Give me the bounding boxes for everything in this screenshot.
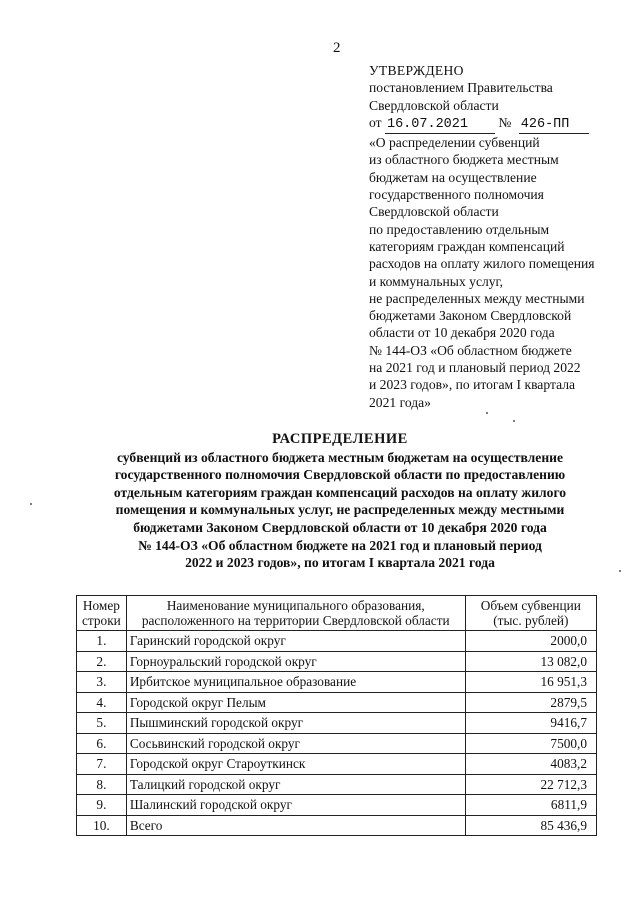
approval-line: бюджетами Законом Свердловской bbox=[369, 308, 572, 324]
approval-line: и коммунальных услуг, bbox=[369, 273, 503, 289]
row-amount: 13 082,0 bbox=[465, 651, 596, 672]
table-row bbox=[77, 795, 597, 816]
row-number: 7. bbox=[77, 754, 127, 775]
approval-line: не распределенных между местными bbox=[369, 290, 585, 306]
row-name: Сосьвинский городской округ bbox=[126, 733, 465, 754]
table-header-row bbox=[77, 596, 597, 631]
header-amount: Объем субвенции (тыс. рублей) bbox=[465, 596, 596, 631]
approval-line: № 144-ОЗ «Об областном бюджете bbox=[369, 342, 572, 358]
approval-line: Свердловской области bbox=[369, 97, 499, 113]
heading-line: помещения и коммунальных услуг, не распределенных между местными bbox=[115, 502, 565, 518]
row-name: Гаринский городской округ bbox=[126, 631, 465, 652]
header-number: Номер строки bbox=[77, 596, 127, 631]
row-number: 4. bbox=[77, 692, 127, 713]
approval-line: 2021 года» bbox=[369, 394, 431, 410]
row-number: 5. bbox=[77, 713, 127, 734]
heading-line: № 144-ОЗ «Об областном бюджете на 2021 год и плановый период bbox=[138, 537, 542, 553]
row-amount: 2879,5 bbox=[465, 692, 596, 713]
row-amount: 16 951,3 bbox=[465, 672, 596, 693]
approval-line: расходов на оплату жилого помещения bbox=[369, 256, 595, 272]
table-row bbox=[77, 733, 597, 754]
table-row bbox=[77, 754, 597, 775]
scan-speck bbox=[619, 570, 621, 572]
table-row bbox=[77, 815, 597, 836]
approval-stamp bbox=[369, 62, 619, 411]
row-amount: 85 436,9 bbox=[465, 815, 596, 836]
heading-line: 2022 и 2023 годов», по итогам I квартала 2021 года bbox=[185, 555, 495, 571]
row-name: Всего bbox=[126, 815, 465, 836]
approval-line: бюджетам на осуществление bbox=[369, 169, 537, 185]
approval-line: на 2021 год и плановый период 2022 bbox=[369, 360, 581, 376]
scan-speck bbox=[486, 412, 488, 414]
row-number: 8. bbox=[77, 774, 127, 795]
scan-speck bbox=[30, 503, 32, 505]
row-amount: 6811,9 bbox=[465, 795, 596, 816]
table-row bbox=[77, 713, 597, 734]
table-row bbox=[77, 692, 597, 713]
table-row bbox=[77, 631, 597, 652]
approval-line: постановлением Правительства bbox=[369, 80, 553, 96]
row-name: Городской округ Староуткинск bbox=[126, 754, 465, 775]
document-heading bbox=[60, 431, 620, 572]
table-row bbox=[77, 651, 597, 672]
approval-line: «О распределении субвенций bbox=[369, 135, 540, 151]
approval-line: государственного полномочия bbox=[369, 187, 544, 203]
date-prefix: от bbox=[369, 114, 382, 130]
row-name: Талицкий городской округ bbox=[126, 774, 465, 795]
approval-line: по предоставлению отдельным bbox=[369, 221, 550, 237]
heading-line: отдельным категориям граждан компенсаций расходов на оплату жилого bbox=[113, 484, 567, 500]
approval-title: УТВЕРЖДЕНО bbox=[369, 63, 464, 78]
row-name: Горноуральский городской округ bbox=[126, 651, 465, 672]
approval-number: 426-ПП bbox=[519, 116, 589, 134]
row-name: Городской округ Пелым bbox=[126, 692, 465, 713]
number-prefix: № bbox=[498, 114, 512, 130]
row-amount: 2000,0 bbox=[465, 631, 596, 652]
heading-line: субвенций из областного бюджета местным бюджетам на осуществление bbox=[116, 449, 564, 465]
page-number: 2 bbox=[333, 40, 341, 56]
row-amount: 22 712,3 bbox=[465, 774, 596, 795]
approval-description bbox=[369, 134, 619, 411]
approval-line: области от 10 декабря 2020 года bbox=[369, 325, 555, 341]
table-body bbox=[77, 631, 597, 836]
document-subtitle bbox=[60, 449, 620, 572]
row-amount: 7500,0 bbox=[465, 733, 596, 754]
header-name: Наименование муниципального образования, расположенного на территории Свердловской области bbox=[126, 596, 465, 631]
document-title: РАСПРЕДЕЛЕНИЕ bbox=[272, 431, 408, 447]
row-name: Пышминский городской округ bbox=[126, 713, 465, 734]
row-number: 1. bbox=[77, 631, 127, 652]
row-name: Ирбитское муниципальное образование bbox=[126, 672, 465, 693]
approval-line: и 2023 годов», по итогам I квартала bbox=[369, 377, 576, 393]
scan-speck bbox=[513, 420, 515, 422]
row-amount: 4083,2 bbox=[465, 754, 596, 775]
heading-line: бюджетами Законом Свердловской области от 10 декабря 2020 года bbox=[133, 519, 547, 535]
approval-line: из областного бюджета местным bbox=[369, 152, 559, 168]
distribution-table bbox=[76, 595, 597, 836]
approval-line: категориям граждан компенсаций bbox=[369, 238, 565, 254]
row-number: 10. bbox=[77, 815, 127, 836]
table-row bbox=[77, 672, 597, 693]
row-number: 2. bbox=[77, 651, 127, 672]
row-number: 3. bbox=[77, 672, 127, 693]
row-amount: 9416,7 bbox=[465, 713, 596, 734]
row-name: Шалинский городской округ bbox=[126, 795, 465, 816]
approval-date-row bbox=[369, 114, 619, 134]
approval-line: Свердловской области bbox=[369, 204, 499, 220]
row-number: 6. bbox=[77, 733, 127, 754]
row-number: 9. bbox=[77, 795, 127, 816]
table-row bbox=[77, 774, 597, 795]
approval-date: 16.07.2021 bbox=[385, 116, 495, 134]
heading-line: государственного полномочия Свердловской области по предоставлению bbox=[114, 467, 566, 483]
